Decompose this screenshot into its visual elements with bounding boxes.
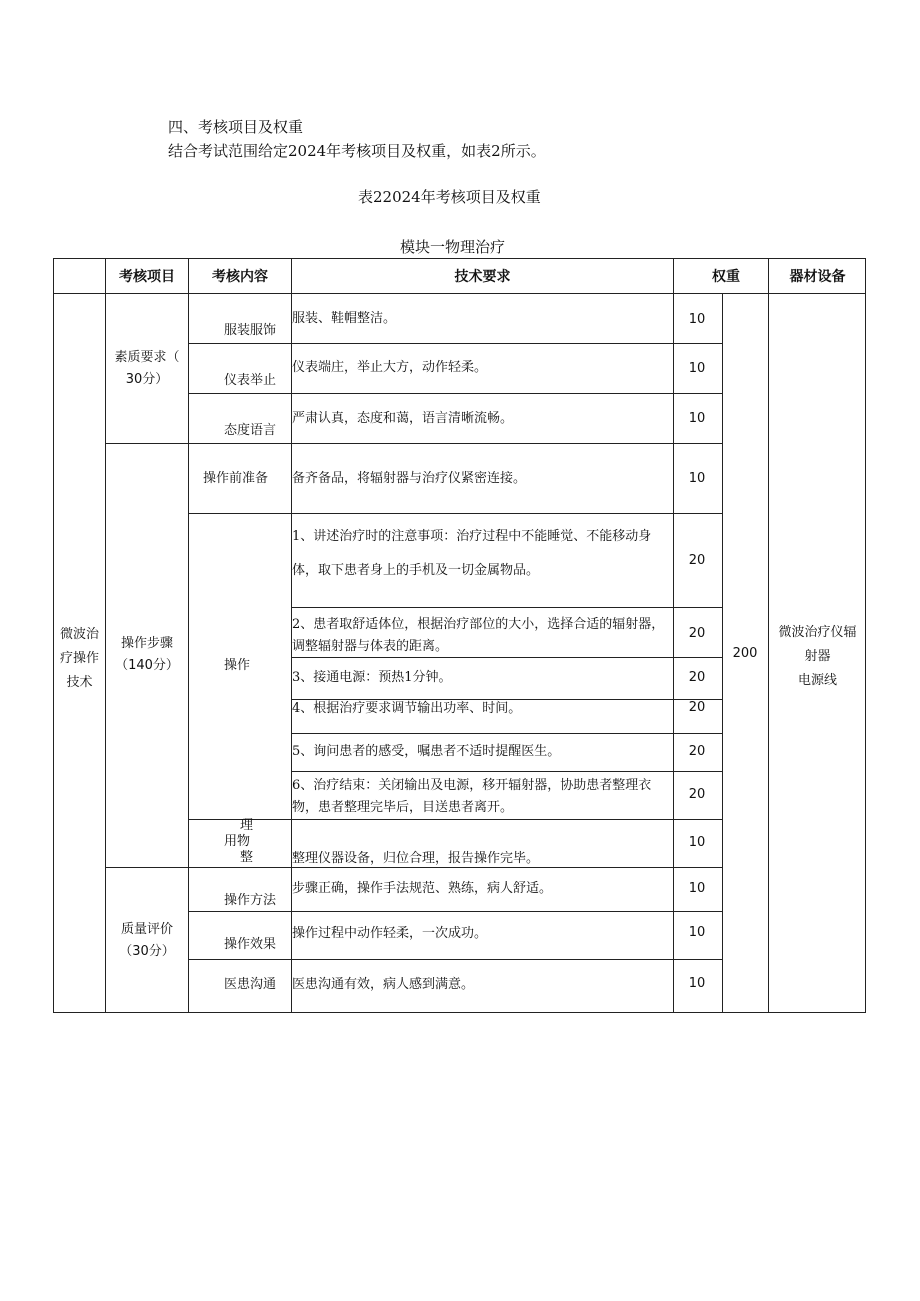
table-caption: 表22024年考核项目及权重 xyxy=(358,188,541,206)
req-row-10: 6、治疗结束：关闭输出及电源，移开辐射器，协助患者整理衣物，患者整理完毕后，目送患者离开。 xyxy=(292,778,652,815)
content-method: 操作方法 xyxy=(224,893,277,908)
header-project: 考核项目 xyxy=(119,269,175,285)
group-steps: 操作步骤 （140分） xyxy=(115,636,179,673)
weight-row-9: 20 xyxy=(688,744,706,759)
content-tidy-1: 理 xyxy=(240,818,254,833)
content-effect: 操作效果 xyxy=(224,937,277,952)
weight-row-7: 20 xyxy=(688,670,706,685)
req-row-3: 严肃认真，态度和蔼，语言清晰流畅。 xyxy=(292,411,514,426)
weight-row-1: 10 xyxy=(688,312,706,327)
req-row-11: 整理仪器设备，归位合理，报告操作完毕。 xyxy=(292,851,540,866)
content-tidy-2: 用物 xyxy=(224,834,251,849)
module-title: 模块一物理治疗 xyxy=(400,238,506,256)
content-preparation: 操作前准备 xyxy=(203,471,269,486)
req-row-14: 医患沟通有效，病人感到满意。 xyxy=(292,977,475,992)
total-weight: 200 xyxy=(732,646,758,661)
weight-row-14: 10 xyxy=(688,976,706,991)
intro-paragraph: 结合考试范围给定2024年考核项目及权重，如表2所示。 xyxy=(168,142,546,160)
equipment-list: 微波治疗仪辐 射器 电源线 xyxy=(778,625,857,688)
req-row-12: 步骤正确，操作手法规范、熟练，病人舒适。 xyxy=(292,881,553,896)
req-row-1: 服装、鞋帽整洁。 xyxy=(292,311,397,326)
weight-row-4: 10 xyxy=(688,471,706,486)
header-equipment: 器材设备 xyxy=(789,269,846,285)
weight-row-8: 20 xyxy=(688,700,706,715)
req-row-6: 2、患者取舒适体位，根据治疗部位的大小，选择合适的辐射器，调整辐射器与体表的距离。 xyxy=(292,617,665,654)
assessment-table xyxy=(53,258,866,1013)
weight-row-3: 10 xyxy=(688,411,706,426)
weight-row-12: 10 xyxy=(688,881,706,896)
req-row-13: 操作过程中动作轻柔，一次成功。 xyxy=(292,926,488,941)
req-row-9: 5、询问患者的感受，嘱患者不适时提醒医生。 xyxy=(292,744,561,759)
header-requirement: 技术要求 xyxy=(454,269,511,285)
req-row-4: 备齐备品，将辐射器与治疗仪紧密连接。 xyxy=(292,471,527,486)
weight-row-6: 20 xyxy=(688,626,706,641)
weight-row-10: 20 xyxy=(688,787,706,802)
content-language: 态度语言 xyxy=(224,423,277,438)
weight-row-13: 10 xyxy=(688,925,706,940)
req-row-8: 4、根据治疗要求调节输出功率、时间。 xyxy=(292,701,522,716)
req-row-2: 仪表端庄，举止大方，动作轻柔。 xyxy=(292,360,488,375)
header-content: 考核内容 xyxy=(212,269,268,285)
group-evaluation: 质量评价 （30分） xyxy=(119,922,175,959)
req-row-7: 3、接通电源：预热1分钟。 xyxy=(292,670,452,685)
content-manner: 仪表举止 xyxy=(224,373,277,388)
weight-row-2: 10 xyxy=(688,361,706,376)
content-operation: 操作 xyxy=(224,658,251,673)
group-quality: 素质要求（ 30分） xyxy=(114,350,180,387)
content-attire: 服装服饰 xyxy=(224,323,277,338)
weight-row-5: 20 xyxy=(688,553,706,568)
module-name: 微波治 疗操作 技术 xyxy=(59,627,99,690)
content-tidy-3: 整 xyxy=(240,850,254,865)
header-weight: 权重 xyxy=(712,269,740,285)
req-row-5: 1、讲述治疗时的注意事项：治疗过程中不能睡觉、不能移动身体，取下患者身上的手机及一切金属物品。 xyxy=(292,529,652,578)
content-communication: 医患沟通 xyxy=(224,977,277,992)
section-heading: 四、考核项目及权重 xyxy=(168,118,304,136)
weight-row-11: 10 xyxy=(688,835,706,850)
